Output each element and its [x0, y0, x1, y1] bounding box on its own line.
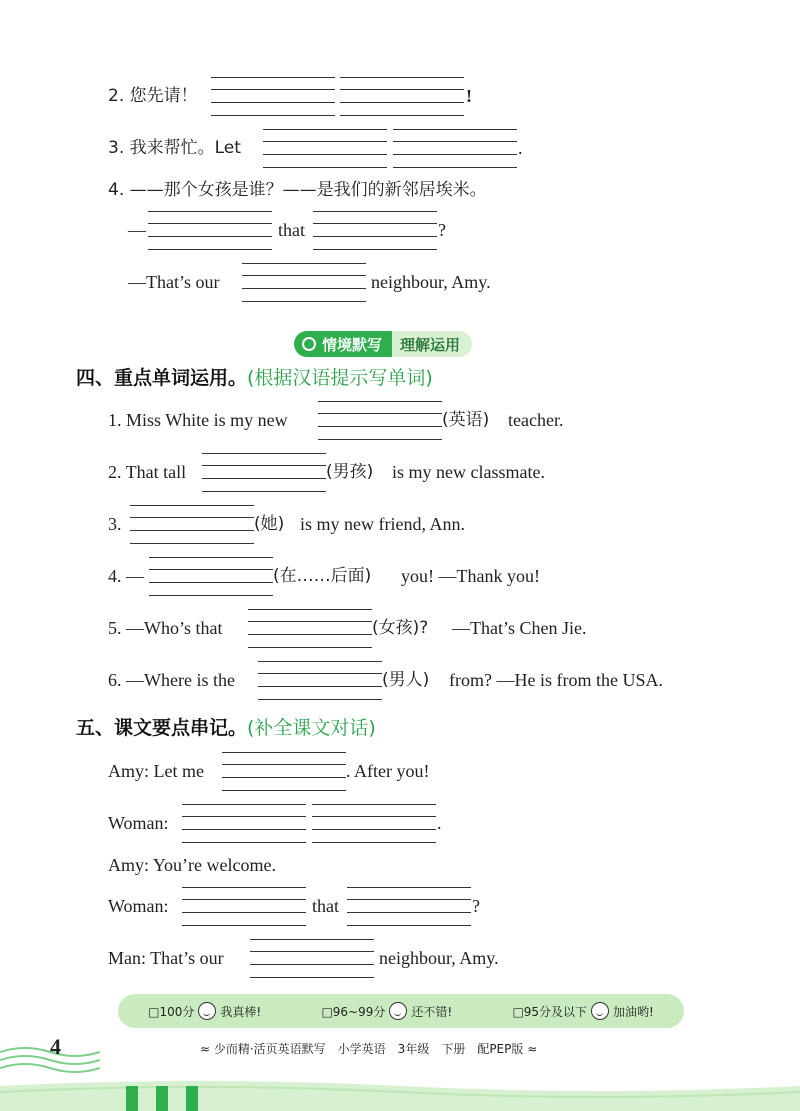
score-95-below-msg: 加油哟! — [613, 1004, 654, 1019]
s3-q4-prompt-text: 4. ——那个女孩是谁？——是我们的新邻居埃米。 — [108, 180, 487, 200]
s5-line-2 — [0, 803, 800, 843]
section5-title-text: 五、课文要点串记。 — [76, 717, 248, 739]
s3-q4-blank-2[interactable] — [313, 210, 437, 250]
s4-item-6-pre: 6. —Where is the — [108, 670, 235, 690]
section-banner — [294, 331, 472, 357]
s3-q4-prompt — [0, 170, 800, 210]
s4-item-2-pre: 2. That tall — [108, 462, 187, 482]
smiley-icon — [389, 1002, 407, 1020]
section5-title — [76, 714, 376, 742]
s3-q4-blank-3[interactable] — [242, 262, 366, 302]
s3-q2-label: 2. 您先请！ — [108, 86, 198, 106]
section5-hint: (补全课文对话) — [247, 717, 376, 739]
page-number: 4 — [50, 1034, 61, 1059]
s4-item-3-blank[interactable] — [130, 504, 254, 544]
s3-q2-end: ! — [466, 86, 472, 106]
s4-item-5-post: —That’s Chen Jie. — [452, 618, 587, 638]
s3-q3-blank-2[interactable] — [393, 128, 517, 168]
s4-item-1 — [0, 400, 800, 440]
s4-item-3 — [0, 504, 800, 544]
s5-line-2-pre: Woman: — [108, 813, 169, 833]
s3-q4-line2 — [0, 262, 800, 302]
s4-item-2-cn: (男孩) — [326, 462, 374, 482]
s5-line-5-blank[interactable] — [250, 938, 374, 978]
footer-bar-2 — [156, 1086, 168, 1111]
s4-item-5-pre: 5. —Who’s that — [108, 618, 223, 638]
s5-line-2-blank-2[interactable] — [312, 803, 436, 843]
s5-line-4-blank-1[interactable] — [182, 886, 306, 926]
s5-line-1-post: . After you! — [346, 761, 430, 781]
s3-q4-line1-mid: that — [278, 220, 305, 240]
banner-left-label: 情境默写 — [322, 335, 383, 354]
s3-q4-line1 — [0, 210, 800, 250]
s3-q4-line2-end: neighbour, Amy. — [371, 272, 491, 292]
s5-line-3-text: Amy: You’re welcome. — [108, 855, 276, 875]
s5-line-4 — [0, 886, 800, 926]
footer-bar-3 — [186, 1086, 198, 1111]
banner-left — [294, 331, 392, 357]
score-100-label: □100分 — [148, 1004, 195, 1019]
s5-line-1-pre: Amy: Let me — [108, 761, 204, 781]
score-bar — [118, 994, 684, 1028]
score-96-99-label: □96~99分 — [321, 1004, 386, 1019]
score-96-99-msg: 还不错! — [411, 1004, 453, 1019]
s3-q3 — [0, 128, 800, 168]
s3-q4-line2-start: —That’s our — [128, 272, 220, 292]
s5-line-4-mid: that — [312, 896, 339, 916]
s4-item-6-cn: (男人) — [382, 670, 430, 690]
s5-line-1-blank[interactable] — [222, 751, 346, 791]
s5-line-4-end: ? — [472, 896, 480, 916]
s4-item-4-post: you! —Thank you! — [401, 566, 540, 586]
s3-q2 — [0, 76, 800, 116]
s3-q2-blank-2[interactable] — [340, 76, 464, 116]
s4-item-1-cn: (英语) — [442, 410, 490, 430]
s5-line-5 — [0, 938, 800, 978]
s5-line-1 — [0, 751, 800, 791]
smiley-icon — [198, 1002, 216, 1020]
s3-q3-label: 3. 我来帮忙。Let — [108, 138, 241, 158]
s3-q4-line1-start: — — [128, 220, 146, 240]
s5-line-5-post: neighbour, Amy. — [379, 948, 499, 968]
smiley-icon — [591, 1002, 609, 1020]
s4-item-4-pre: 4. — — [108, 566, 144, 586]
s4-item-5-blank[interactable] — [248, 608, 372, 648]
s5-line-3 — [0, 845, 800, 885]
s4-item-1-pre: 1. Miss White is my new — [108, 410, 288, 430]
score-100[interactable] — [148, 1002, 261, 1020]
s4-item-2-blank[interactable] — [202, 452, 326, 492]
s4-item-4-blank[interactable] — [149, 556, 273, 596]
score-95-below-label: □95分及以下 — [512, 1004, 588, 1019]
s4-item-1-blank[interactable] — [318, 400, 442, 440]
s4-item-3-pre: 3. — [108, 514, 122, 534]
score-96-99[interactable] — [321, 1002, 452, 1020]
footer-bar-1 — [126, 1086, 138, 1111]
medal-icon — [302, 337, 316, 351]
s5-line-2-blank-1[interactable] — [182, 803, 306, 843]
s4-item-5 — [0, 608, 800, 648]
banner-right-label: 理解运用 — [392, 331, 472, 357]
s4-item-2-post: is my new classmate. — [392, 462, 545, 482]
section4-title — [76, 364, 433, 392]
s4-item-1-post: teacher. — [508, 410, 564, 430]
s4-item-6-blank[interactable] — [258, 660, 382, 700]
s3-q3-blank-1[interactable] — [263, 128, 387, 168]
s3-q4-line1-end: ? — [438, 220, 446, 240]
s4-item-4-cn: (在……后面) — [273, 566, 372, 586]
footer-text: ≈ 少而精·活页英语默写 小学英语 3年级 下册 配PEP版 ≈ — [200, 1042, 538, 1056]
s4-item-3-cn: (她) — [254, 514, 285, 534]
section4-hint: (根据汉语提示写单词) — [247, 367, 433, 389]
score-100-msg: 我真棒! — [220, 1004, 262, 1019]
s5-line-2-end: . — [437, 813, 442, 833]
s3-q2-blank-1[interactable] — [211, 76, 335, 116]
s4-item-5-cn: (女孩)? — [372, 618, 429, 638]
s4-item-2 — [0, 452, 800, 492]
s3-q4-blank-1[interactable] — [148, 210, 272, 250]
s3-q3-end: . — [518, 138, 523, 158]
s4-item-6-post: from? —He is from the USA. — [449, 670, 663, 690]
s5-line-4-pre: Woman: — [108, 896, 169, 916]
s4-item-3-post: is my new friend, Ann. — [300, 514, 465, 534]
score-95-below[interactable] — [512, 1002, 653, 1020]
s4-item-4 — [0, 556, 800, 596]
s4-item-6 — [0, 660, 800, 700]
section4-title-text: 四、重点单词运用。 — [76, 367, 248, 389]
s5-line-4-blank-2[interactable] — [347, 886, 471, 926]
s5-line-5-pre: Man: That’s our — [108, 948, 224, 968]
